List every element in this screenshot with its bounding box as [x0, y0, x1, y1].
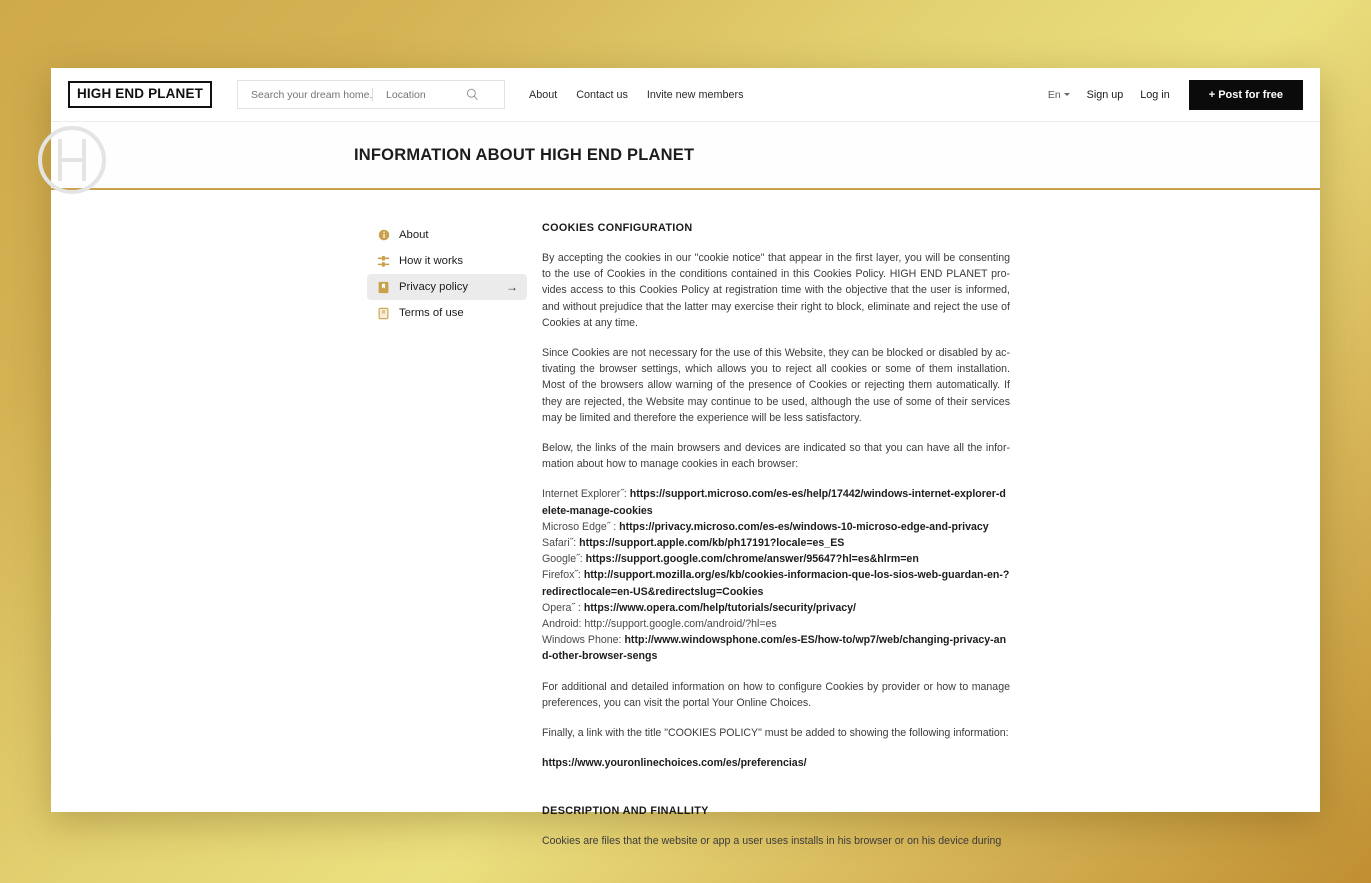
chevron-down-icon — [1064, 93, 1070, 96]
paragraph-cookies-definition: Cookies are files that the website or app a user uses installs in his browser or on his device during — [542, 835, 1002, 848]
bookmark-document-icon — [377, 280, 390, 294]
browser-link-windows-phone[interactable] — [542, 632, 1010, 664]
paragraph-browser-links-intro: Below, the links of the main browsers and devices are indicated so that you can have all the infor-mation about how to manage cookies in each browser: — [542, 442, 1010, 471]
sidebar-item-label: Privacy policy — [399, 281, 469, 293]
browser-url[interactable]: http://support.google.com/android/?hl=es — [584, 618, 777, 631]
search-bar[interactable] — [237, 80, 505, 109]
section-heading-description-and-finallity: DESCRIPTION AND FINALLITY — [542, 805, 709, 818]
browser-name: Android: — [542, 618, 582, 631]
browser-link-android[interactable] — [542, 616, 1010, 632]
page-title: INFORMATION ABOUT HIGH END PLANET — [354, 145, 695, 164]
info-circle-icon — [377, 228, 390, 242]
browser-link-internet-explorer[interactable] — [542, 486, 1010, 518]
document-outline-icon — [377, 306, 390, 320]
browser-name: Internet Explorer˝: — [542, 488, 627, 501]
sidebar-item-about[interactable] — [367, 222, 527, 248]
document-column — [542, 222, 1010, 848]
browser-link-google[interactable] — [542, 551, 1010, 567]
sidebar-item-label: How it works — [399, 255, 464, 267]
browser-links-list — [542, 486, 1010, 664]
page-title-band — [51, 122, 1320, 190]
site-header — [51, 68, 1320, 122]
browser-url[interactable]: https://www.opera.com/help/tutorials/security/privacy/ — [583, 601, 856, 614]
browser-name: Google˝: — [542, 553, 583, 566]
arrow-right-icon: → — [506, 280, 518, 294]
sidebar-item-privacy-policy[interactable] — [367, 274, 527, 300]
youronlinechoices-url[interactable]: https://www.youronlinechoices.com/es/preferencias/ — [542, 757, 807, 770]
nav-link-about[interactable]: About — [529, 88, 558, 101]
paragraph-cookies-policy-link: Finally, a link with the title "COOKIES POLICY" must be added to showing the following information: — [542, 727, 1009, 740]
brand-logo[interactable]: HIGH END PLANET — [68, 81, 212, 108]
browser-name: Opera˝ : — [542, 601, 581, 614]
browser-name: Windows Phone: — [542, 634, 622, 647]
browser-link-safari[interactable] — [542, 535, 1010, 551]
circled-h-logo-watermark — [35, 123, 109, 197]
browser-link-microsoft-edge[interactable] — [542, 519, 1010, 535]
browser-name: Firefox˝: — [542, 569, 581, 582]
sidebar-item-terms-of-use[interactable] — [367, 300, 527, 326]
post-for-free-button[interactable]: + Post for free — [1189, 80, 1303, 110]
nav-link-contact[interactable]: Contact us — [576, 88, 628, 101]
sidebar-item-label: About — [399, 229, 429, 241]
search-icon[interactable] — [461, 88, 483, 101]
header-right-actions — [1048, 80, 1303, 110]
sidebar-item-label: Terms of use — [399, 307, 464, 319]
header-nav — [529, 89, 743, 101]
nav-link-invite[interactable]: Invite new members — [646, 88, 744, 101]
browser-url[interactable]: https://privacy.microso.com/es-es/windows-10-microso-edge-and-privacy — [619, 520, 989, 533]
browser-url[interactable]: http://support.mozilla.org/es/kb/cookies-informacion-que-los-sios-web-guardan-en-?redirectlocale=en-US&redirectslug=Cookies — [542, 569, 1010, 598]
browser-window — [51, 68, 1320, 848]
paragraph-blocking-cookies: Since Cookies are not necessary for the use of this Website, they can be blocked or disabled by ac-tivating the browser settings, which allows you to reject all cookies or some of them installation. Most of the browsers allow warning of the presence of Cookies or rejecting them automatically. If they are rejected, the Website may continue to be used, although the use of some of their services may be limited and therefore the experience will be less satisfactory. — [542, 347, 1010, 424]
sliders-icon — [377, 254, 390, 268]
browser-url[interactable]: https://support.microso.com/es-es/help/17442/windows-internet-explorer-delete-manage-cookies — [542, 488, 1006, 517]
sidebar-nav — [367, 222, 527, 810]
log-in-link[interactable]: Log in — [1140, 88, 1170, 101]
browser-url[interactable]: https://support.google.com/chrome/answer/95647?hl=es&hlrm=en — [585, 553, 919, 566]
browser-link-opera[interactable] — [542, 600, 1010, 616]
sign-up-link[interactable]: Sign up — [1086, 88, 1124, 101]
paragraph-cookie-notice: By accepting the cookies in our "cookie notice" that appear in the first layer, you will be consenting to the use of Cookies in the conditions contained in this Cookies Policy. HIGH END PLANET pro-vides access to this Cookies Policy at registration time with the objective that the user is informed, and without prejudice that the latter may exercise their right to block, eliminate and reject the use of Cookies at any time. — [542, 252, 1010, 329]
browser-url[interactable]: http://www.windowsphone.com/es-ES/how-to/wp7/web/changing-privacy-and-other-browser-sengs — [542, 634, 1007, 663]
paragraph-additional-information: For additional and detailed information on how to configure Cookies by provider or how to manage preferences, you can visit the portal Your Online Choices. — [542, 680, 1010, 709]
section-heading-cookies-configuration: COOKIES CONFIGURATION — [542, 222, 693, 234]
language-selector[interactable] — [1048, 89, 1070, 101]
language-label: En — [1047, 88, 1061, 101]
sidebar-item-how-it-works[interactable] — [367, 248, 527, 274]
content-area — [51, 190, 1320, 848]
search-input[interactable] — [238, 81, 372, 108]
browser-link-firefox[interactable] — [542, 567, 1010, 599]
location-input[interactable] — [373, 81, 461, 108]
browser-url[interactable]: https://support.apple.com/kb/ph17191?locale=es_ES — [579, 537, 845, 550]
browser-name: Microso Edge˝ : — [542, 520, 617, 533]
browser-name: Safari˝: — [542, 537, 577, 550]
